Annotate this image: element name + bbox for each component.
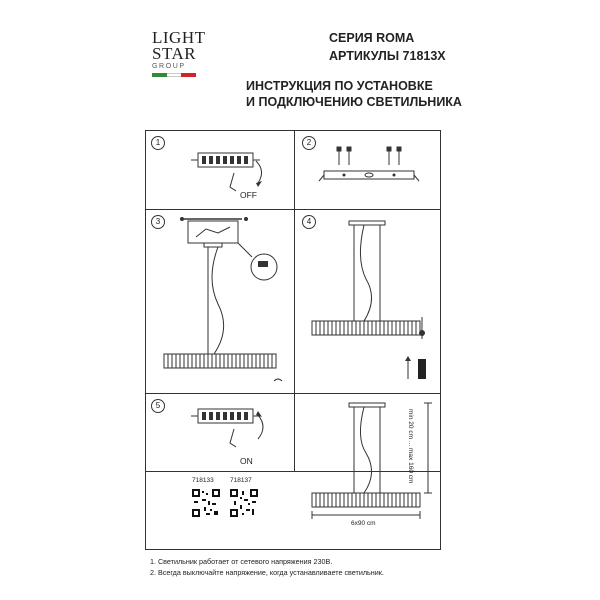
step-number-3: 3: [151, 215, 165, 229]
qr-code-1-icon: [192, 489, 220, 517]
series-title: СЕРИЯ ROMA: [329, 31, 415, 45]
instruction-panels: [145, 130, 441, 550]
note-1: 1. Светильник работает от сетевого напряжения 230В.: [150, 557, 333, 566]
off-label: OFF: [240, 190, 257, 200]
qr-code-label-1: 718133: [192, 477, 214, 484]
logo-line-1: LIGHT: [152, 28, 206, 47]
width-dimension-label: 6x90 cm: [351, 520, 376, 527]
articles-title: АРТИКУЛЫ 71813X: [329, 49, 446, 63]
logo-line-3: GROUP: [152, 63, 186, 70]
height-adjust-illustration: [294, 209, 442, 393]
notes: [150, 556, 384, 578]
brand-logo: [152, 28, 206, 100]
instruction-title-line1: ИНСТРУКЦИЯ ПО УСТАНОВКЕ: [246, 79, 433, 93]
step-number-1: 1: [151, 136, 165, 150]
step-number-2: 2: [302, 136, 316, 150]
switch-on-illustration: [146, 393, 294, 471]
qr-code-label-2: 718137: [230, 477, 252, 484]
step-number-4: 4: [302, 215, 316, 229]
instruction-title-line2: И ПОДКЛЮЧЕНИЮ СВЕТИЛЬНИКА: [246, 95, 462, 109]
mounting-bracket-illustration: [294, 131, 442, 209]
height-dimension-label: min 20 cm ... max 160 cm: [407, 409, 414, 484]
italian-flag-icon: [152, 73, 196, 77]
step-number-5: 5: [151, 399, 165, 413]
wiring-illustration: [146, 209, 294, 393]
dimensions-illustration: [294, 393, 442, 551]
qr-code-2-icon: [230, 489, 258, 517]
on-label: ON: [240, 456, 253, 466]
switch-off-illustration: [146, 131, 294, 209]
note-2: 2. Всегда выключайте напряжение, когда устанавливаете светильник.: [150, 568, 384, 577]
logo-line-2: STAR: [152, 44, 197, 63]
